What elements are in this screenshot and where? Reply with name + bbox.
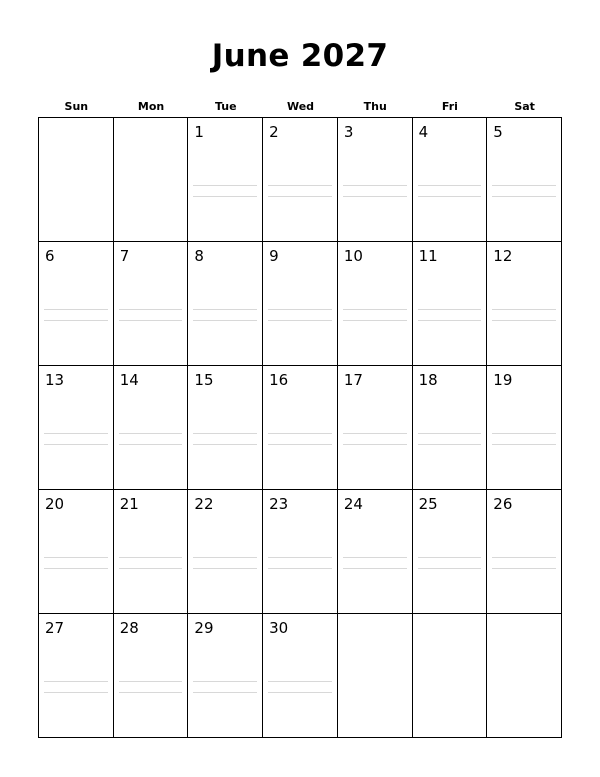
note-line	[418, 433, 482, 434]
day-number: 22	[194, 495, 214, 513]
day-number: 24	[343, 495, 363, 513]
empty-day-cell	[338, 614, 413, 738]
note-line	[418, 320, 482, 321]
note-line	[44, 444, 108, 445]
note-line	[492, 320, 556, 321]
calendar-grid	[38, 117, 562, 738]
calendar-title: June 2027	[211, 38, 389, 74]
day-cell	[487, 366, 562, 490]
day-cell	[188, 366, 263, 490]
day-number: 4	[418, 123, 429, 141]
note-line	[193, 568, 257, 569]
day-number: 11	[418, 247, 438, 265]
note-line	[268, 185, 332, 186]
note-line	[343, 433, 407, 434]
note-line	[44, 320, 108, 321]
day-number: 17	[343, 371, 363, 389]
day-number: 13	[45, 371, 65, 389]
day-cell	[188, 118, 263, 242]
note-line	[193, 681, 257, 682]
note-line	[44, 692, 108, 693]
day-cell	[338, 242, 413, 366]
note-line	[193, 692, 257, 693]
note-line	[119, 444, 183, 445]
day-cell	[188, 490, 263, 614]
note-line	[268, 681, 332, 682]
day-number: 23	[269, 495, 289, 513]
weekday-tue: Tue	[214, 100, 237, 113]
note-line	[492, 433, 556, 434]
note-line	[119, 320, 183, 321]
day-number: 15	[194, 371, 214, 389]
day-number: 19	[493, 371, 513, 389]
day-number: 30	[269, 619, 289, 637]
day-cell	[338, 366, 413, 490]
day-cell	[39, 614, 114, 738]
note-line	[343, 185, 407, 186]
note-line	[343, 568, 407, 569]
day-number: 28	[119, 619, 139, 637]
day-cell	[413, 490, 488, 614]
day-number: 18	[418, 371, 438, 389]
note-line	[119, 433, 183, 434]
day-number: 12	[493, 247, 513, 265]
day-cell	[338, 118, 413, 242]
note-line	[119, 309, 183, 310]
day-cell	[39, 366, 114, 490]
day-number: 1	[194, 123, 204, 141]
note-line	[119, 681, 183, 682]
note-line	[418, 444, 482, 445]
day-cell	[39, 490, 114, 614]
day-number: 20	[45, 495, 65, 513]
note-line	[343, 320, 407, 321]
empty-day-cell	[487, 614, 562, 738]
day-cell	[263, 366, 338, 490]
note-line	[343, 444, 407, 445]
note-line	[119, 557, 183, 558]
note-line	[343, 557, 407, 558]
empty-day-cell	[39, 118, 114, 242]
note-line	[44, 309, 108, 310]
note-line	[44, 433, 108, 434]
weekday-fri: Fri	[441, 100, 458, 113]
note-line	[193, 309, 257, 310]
note-line	[268, 568, 332, 569]
weekday-thu: Thu	[363, 100, 387, 113]
note-line	[44, 681, 108, 682]
note-line	[193, 444, 257, 445]
day-cell	[487, 242, 562, 366]
note-line	[268, 320, 332, 321]
weekday-wed: Wed	[286, 100, 315, 113]
note-line	[119, 568, 183, 569]
empty-day-cell	[413, 614, 488, 738]
day-cell	[338, 490, 413, 614]
note-line	[492, 568, 556, 569]
note-line	[268, 196, 332, 197]
day-number: 2	[269, 123, 279, 141]
note-line	[418, 557, 482, 558]
day-cell	[114, 242, 189, 366]
day-number: 21	[119, 495, 139, 513]
note-line	[492, 444, 556, 445]
day-cell	[39, 242, 114, 366]
day-cell	[413, 366, 488, 490]
day-number: 14	[119, 371, 139, 389]
note-line	[268, 309, 332, 310]
day-number: 16	[269, 371, 289, 389]
day-cell	[188, 242, 263, 366]
note-line	[193, 196, 257, 197]
note-line	[343, 196, 407, 197]
day-cell	[263, 490, 338, 614]
day-cell	[114, 614, 189, 738]
day-number: 3	[343, 123, 354, 141]
note-line	[193, 185, 257, 186]
weekday-sat: Sat	[514, 100, 535, 113]
day-number: 6	[45, 247, 55, 265]
day-number: 26	[493, 495, 513, 513]
note-line	[418, 196, 482, 197]
note-line	[268, 692, 332, 693]
day-number: 10	[343, 247, 363, 265]
day-number: 5	[493, 123, 503, 141]
note-line	[119, 692, 183, 693]
note-line	[193, 557, 257, 558]
day-number: 7	[119, 247, 130, 265]
day-number: 25	[418, 495, 438, 513]
note-line	[492, 309, 556, 310]
day-number: 8	[194, 247, 204, 265]
note-line	[418, 309, 482, 310]
note-line	[418, 185, 482, 186]
note-line	[268, 444, 332, 445]
day-cell	[114, 490, 189, 614]
note-line	[492, 196, 556, 197]
note-line	[492, 185, 556, 186]
day-cell	[413, 242, 488, 366]
day-cell	[413, 118, 488, 242]
day-number: 27	[45, 619, 65, 637]
note-line	[193, 320, 257, 321]
day-number: 9	[269, 247, 279, 265]
note-line	[268, 557, 332, 558]
day-cell	[263, 242, 338, 366]
day-cell	[263, 614, 338, 738]
note-line	[418, 568, 482, 569]
day-cell	[188, 614, 263, 738]
weekday-mon: Mon	[137, 100, 165, 113]
note-line	[193, 433, 257, 434]
weekday-header-row	[39, 99, 562, 115]
weekday-sun: Sun	[64, 100, 89, 113]
empty-day-cell	[114, 118, 189, 242]
note-line	[268, 433, 332, 434]
day-cell	[487, 118, 562, 242]
day-number: 29	[194, 619, 214, 637]
note-line	[44, 568, 108, 569]
day-cell	[263, 118, 338, 242]
day-cell	[114, 366, 189, 490]
note-line	[343, 309, 407, 310]
note-line	[492, 557, 556, 558]
note-line	[44, 557, 108, 558]
day-cell	[487, 490, 562, 614]
